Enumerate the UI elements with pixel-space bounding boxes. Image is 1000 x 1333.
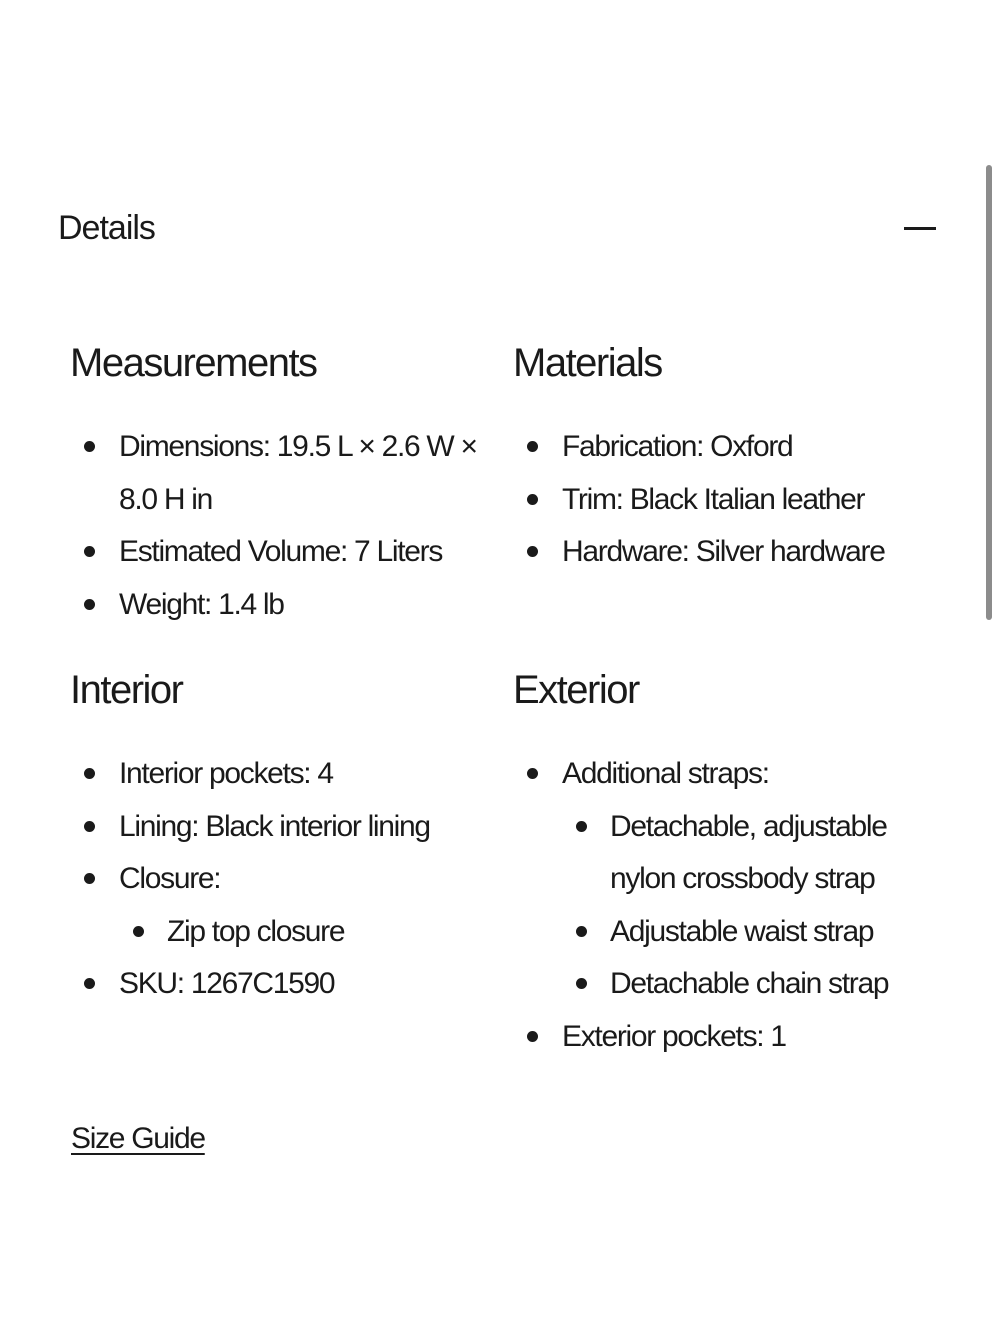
minus-icon[interactable] — [904, 227, 936, 230]
interior-list — [70, 748, 510, 1011]
list-item: Closure: — [70, 853, 510, 906]
list-item: Trim: Black Italian leather — [513, 474, 953, 527]
exterior-heading: Exterior — [513, 668, 639, 712]
list-item — [70, 906, 510, 959]
measurements-heading: Measurements — [70, 341, 317, 385]
straps-sublist — [513, 801, 953, 1011]
list-item: Additional straps: — [513, 748, 953, 801]
sublist-item: Zip top closure — [119, 906, 510, 959]
materials-heading: Materials — [513, 341, 662, 385]
materials-list — [513, 421, 953, 579]
list-item: Estimated Volume: 7 Liters — [70, 526, 510, 579]
size-guide-link[interactable]: Size Guide — [71, 1122, 205, 1155]
list-item: SKU: 1267C1590 — [70, 958, 510, 1011]
sublist-item: Detachable, adjustable nylon crossbody strap — [562, 801, 953, 906]
list-item: Lining: Black interior lining — [70, 801, 510, 854]
exterior-list — [513, 748, 953, 1063]
sublist-item: Adjustable waist strap — [562, 906, 953, 959]
measurements-section — [70, 333, 510, 631]
list-item: Exterior pockets: 1 — [513, 1011, 953, 1064]
scrollbar-thumb[interactable] — [986, 165, 992, 620]
sublist-item: Detachable chain strap — [562, 958, 953, 1011]
list-item: Fabrication: Oxford — [513, 421, 953, 474]
details-accordion-header[interactable] — [58, 200, 938, 256]
list-item: Interior pockets: 4 — [70, 748, 510, 801]
materials-section — [513, 333, 953, 579]
exterior-section — [513, 660, 953, 1063]
interior-heading: Interior — [70, 668, 183, 712]
list-item: Weight: 1.4 lb — [70, 579, 510, 632]
list-item — [513, 801, 953, 1011]
details-title: Details — [58, 208, 155, 247]
list-item: Hardware: Silver hardware — [513, 526, 953, 579]
interior-section — [70, 660, 510, 1011]
list-item: Dimensions: 19.5 L × 2.6 W × 8.0 H in — [70, 421, 510, 526]
measurements-list — [70, 421, 510, 631]
closure-sublist — [70, 906, 510, 959]
